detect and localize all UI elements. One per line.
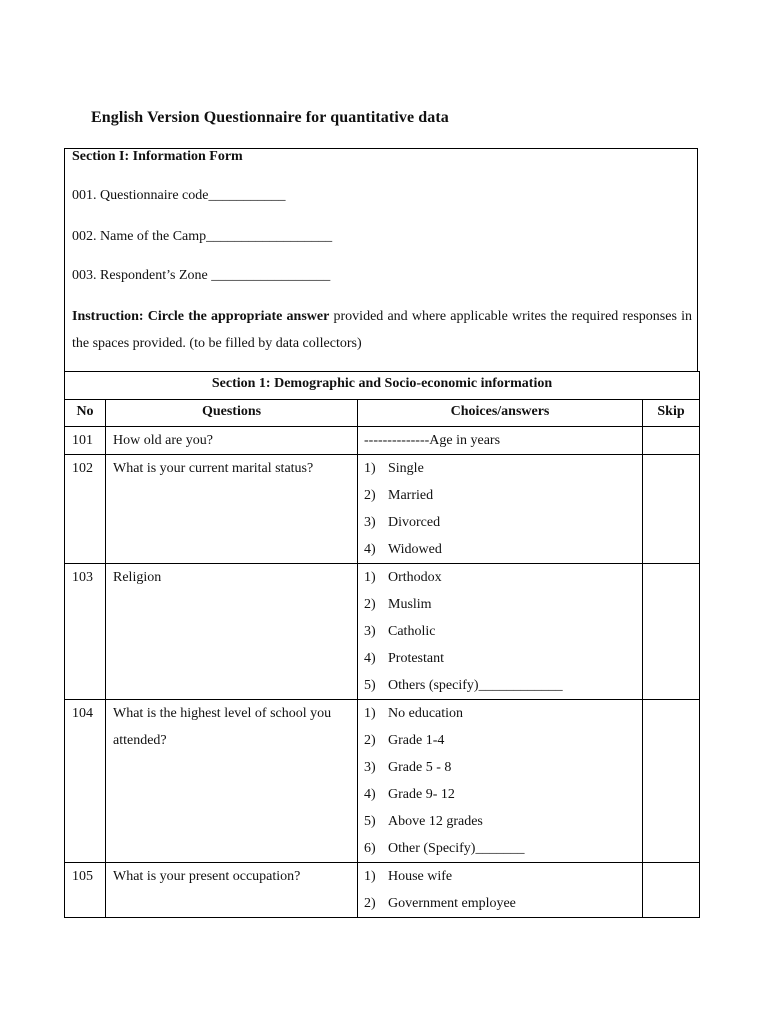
skip-cell <box>643 455 700 564</box>
question-text: Religion <box>106 564 358 700</box>
choice-number: 2) <box>364 597 376 612</box>
choice-label: Single <box>388 461 424 476</box>
choice-item[interactable] <box>364 835 642 862</box>
choice-number: 3) <box>364 760 376 775</box>
choice-item[interactable] <box>364 509 642 536</box>
skip-cell <box>643 427 700 455</box>
choice-number: 1) <box>364 869 376 884</box>
questionnaire-code-field: 001. Questionnaire code___________ <box>72 188 286 203</box>
choice-number: 2) <box>364 488 376 503</box>
header-no: No <box>65 400 106 427</box>
choice-label: Catholic <box>388 624 436 639</box>
skip-cell <box>643 564 700 700</box>
choice-label: Other (Specify)_______ <box>388 841 525 856</box>
table-row <box>65 564 700 700</box>
choice-item[interactable] <box>364 863 642 890</box>
choice-number: 4) <box>364 787 376 802</box>
information-form-heading: Section I: Information Form <box>72 149 243 164</box>
choice-label: Grade 5 - 8 <box>388 760 452 775</box>
header-skip: Skip <box>643 400 700 427</box>
choice-item[interactable] <box>364 536 642 563</box>
question-number: 104 <box>65 700 106 863</box>
choice-item[interactable] <box>364 591 642 618</box>
choices-cell <box>358 427 643 455</box>
question-number: 102 <box>65 455 106 564</box>
question-text: How old are you? <box>106 427 358 455</box>
choice-label: Muslim <box>388 597 432 612</box>
choice-label: Others (specify)____________ <box>388 678 563 693</box>
choice-number: 4) <box>364 542 376 557</box>
instruction-paragraph <box>72 303 692 357</box>
choice-label: --------------Age in years <box>364 433 501 448</box>
question-text: What is your present occupation? <box>106 863 358 918</box>
choice-number: 1) <box>364 706 376 721</box>
choice-number: 1) <box>364 461 376 476</box>
choices-cell <box>358 564 643 700</box>
choice-item[interactable] <box>364 427 642 454</box>
choice-label: Widowed <box>388 542 442 557</box>
choice-label: House wife <box>388 869 453 884</box>
choice-item[interactable] <box>364 618 642 645</box>
table-row <box>65 455 700 564</box>
document-title: English Version Questionnaire for quantitative data <box>91 109 449 126</box>
choice-label: Grade 1-4 <box>388 733 445 748</box>
choice-item[interactable] <box>364 645 642 672</box>
respondent-zone-field: 003. Respondent’s Zone _________________ <box>72 268 331 283</box>
choices-cell <box>358 455 643 564</box>
questionnaire-table <box>64 371 700 918</box>
choice-item[interactable] <box>364 781 642 808</box>
section-heading-row <box>65 372 700 400</box>
instruction-text: provided and where applicable writes the required responses in the spaces provided. (to be filled by data collectors) <box>72 309 692 351</box>
choice-number: 4) <box>364 651 376 666</box>
choice-item[interactable] <box>364 672 642 699</box>
choice-number: 1) <box>364 570 376 585</box>
table-row <box>65 427 700 455</box>
skip-cell <box>643 863 700 918</box>
question-number: 103 <box>65 564 106 700</box>
question-text: What is the highest level of school you attended? <box>106 700 358 863</box>
table-row <box>65 863 700 918</box>
table-row <box>65 700 700 863</box>
choice-item[interactable] <box>364 455 642 482</box>
choice-item[interactable] <box>364 564 642 591</box>
choice-label: Divorced <box>388 515 441 530</box>
choice-number: 3) <box>364 515 376 530</box>
choice-label: Married <box>388 488 434 503</box>
choice-label: Above 12 grades <box>388 814 483 829</box>
choices-cell <box>358 863 643 918</box>
choice-label: No education <box>388 706 464 721</box>
question-number: 105 <box>65 863 106 918</box>
header-choices: Choices/answers <box>358 400 643 427</box>
choice-number: 6) <box>364 841 376 856</box>
question-text: What is your current marital status? <box>106 455 358 564</box>
question-number: 101 <box>65 427 106 455</box>
choice-number: 3) <box>364 624 376 639</box>
camp-name-field: 002. Name of the Camp__________________ <box>72 229 333 244</box>
choice-number: 5) <box>364 814 376 829</box>
choice-item[interactable] <box>364 727 642 754</box>
header-questions: Questions <box>106 400 358 427</box>
choice-number: 2) <box>364 896 376 911</box>
section-heading: Section 1: Demographic and Socio-economic information <box>65 372 700 400</box>
instruction-bold: Instruction: Circle the appropriate answer <box>72 309 330 324</box>
choice-item[interactable] <box>364 808 642 835</box>
choice-item[interactable] <box>364 890 642 917</box>
choice-number: 5) <box>364 678 376 693</box>
choice-label: Government employee <box>388 896 516 911</box>
skip-cell <box>643 700 700 863</box>
choice-item[interactable] <box>364 700 642 727</box>
choice-number: 2) <box>364 733 376 748</box>
information-form-box <box>64 148 698 372</box>
choice-item[interactable] <box>364 754 642 781</box>
choices-cell <box>358 700 643 863</box>
choice-label: Grade 9- 12 <box>388 787 455 802</box>
choice-item[interactable] <box>364 482 642 509</box>
choice-label: Orthodox <box>388 570 442 585</box>
table-header-row <box>65 400 700 427</box>
choice-label: Protestant <box>388 651 444 666</box>
